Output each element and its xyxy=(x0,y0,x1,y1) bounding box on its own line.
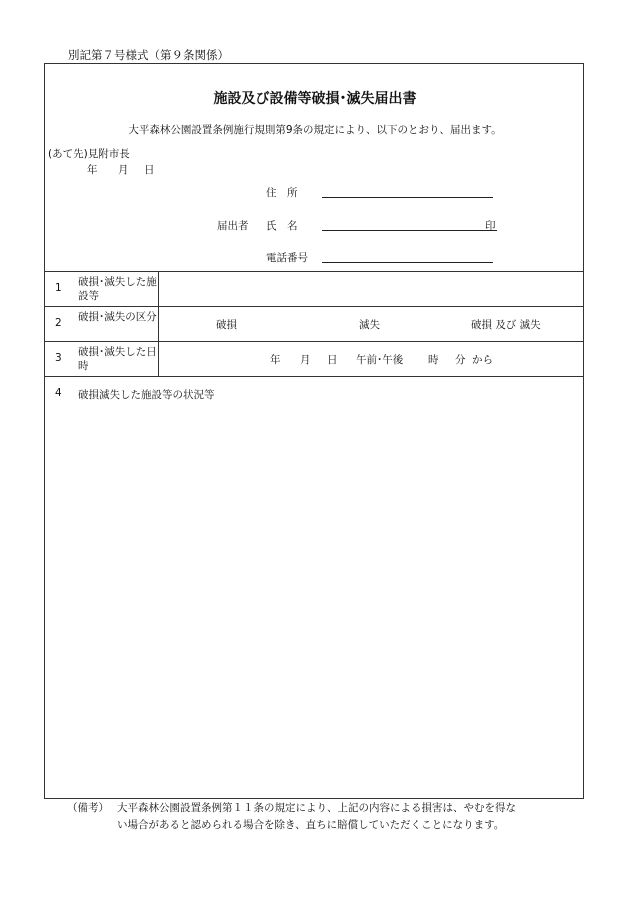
datetime-from: から xyxy=(472,354,493,366)
datetime-year: 年 xyxy=(270,354,281,366)
applicant-group-label: 届出者 xyxy=(217,220,249,232)
row-number: 1 xyxy=(55,282,62,294)
table-column-divider xyxy=(158,271,159,376)
address-field-line[interactable] xyxy=(322,197,493,198)
option-damage-and-loss[interactable]: 破損 及び 滅失 xyxy=(471,319,541,331)
table-divider xyxy=(44,306,584,307)
date-year-label: 年 xyxy=(87,164,98,176)
note-line-2: い場合があると認められる場合を除き、直ちに賠償していただくことになります。 xyxy=(117,819,505,831)
note-label: （備考） xyxy=(67,802,109,814)
addressee: (あて先)見附市長 xyxy=(48,148,130,160)
situation-input-area[interactable] xyxy=(46,404,582,796)
option-loss[interactable]: 滅失 xyxy=(359,319,380,331)
datetime-hour: 時 xyxy=(428,354,439,366)
datetime-am-pm: 午前･午後 xyxy=(356,354,404,366)
note-line-1: 大平森林公園設置条例第１１条の規定により、上記の内容による損害は、やむを得な xyxy=(117,802,516,814)
row-label-facility: 破損･滅失した施設等 xyxy=(78,276,157,302)
form-title: 施設及び設備等破損･滅失届出書 xyxy=(213,91,417,107)
table-divider xyxy=(44,376,584,377)
name-field-line[interactable] xyxy=(322,230,497,231)
seal-mark: 印 xyxy=(485,220,496,232)
name-label: 氏 名 xyxy=(266,220,298,232)
datetime-minute: 分 xyxy=(455,354,466,366)
date-day-label: 日 xyxy=(144,164,155,176)
phone-field-line[interactable] xyxy=(322,262,493,263)
intro-text: 大平森林公園設置条例施行規則第9条の規定により、以下のとおり、届出ます。 xyxy=(128,124,502,136)
date-month-label: 月 xyxy=(118,164,129,176)
datetime-month: 月 xyxy=(300,354,311,366)
row-label-category: 破損･滅失の区分 xyxy=(78,311,157,323)
datetime-day: 日 xyxy=(327,354,338,366)
row-number: 3 xyxy=(55,352,62,364)
table-divider xyxy=(44,271,584,272)
row-number: 2 xyxy=(55,317,62,329)
row-number: 4 xyxy=(55,387,62,399)
phone-label: 電話番号 xyxy=(266,252,308,264)
option-damage[interactable]: 破損 xyxy=(216,319,237,331)
facility-input-cell[interactable] xyxy=(160,273,582,305)
table-divider xyxy=(44,341,584,342)
row-label-datetime: 破損･滅失した日時 xyxy=(78,346,157,372)
form-number-label: 別記第７号様式（第９条関係） xyxy=(68,48,229,62)
row-label-situation: 破損滅失した施設等の状況等 xyxy=(78,389,215,401)
address-label: 住 所 xyxy=(266,187,298,199)
